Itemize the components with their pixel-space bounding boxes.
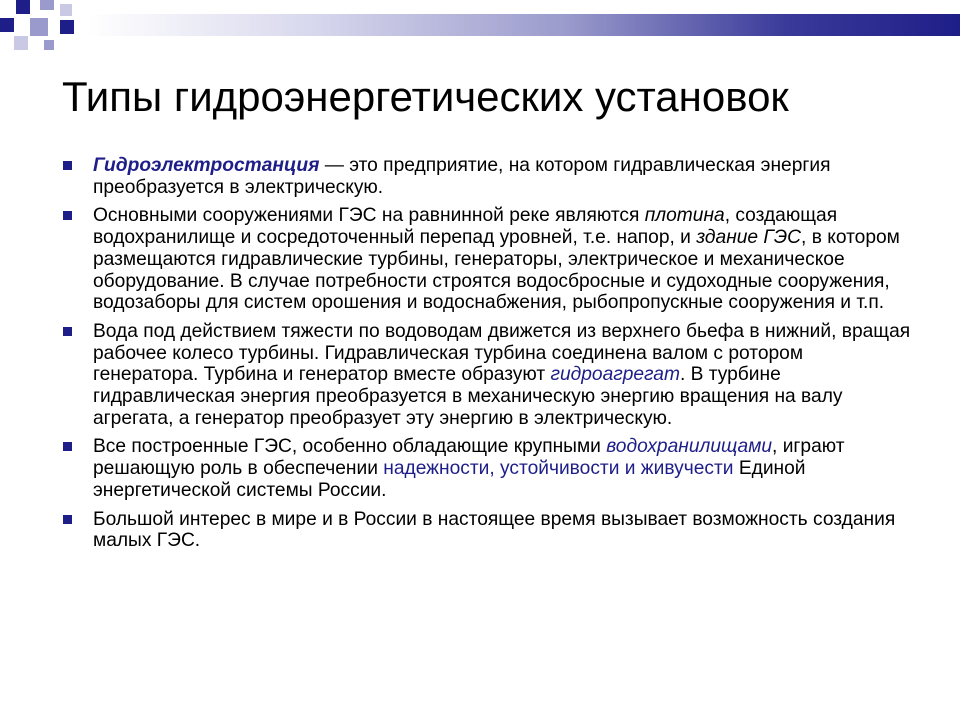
slide-title: Типы гидроэнергетических установок: [62, 73, 789, 120]
bullet-text: . В турбине гидравлическая энергия преобразуется в механическую энергию вращения на валу агрегата, а генератор преобразует эту энергию в электрическую.: [93, 364, 843, 429]
decor-square: [44, 40, 54, 50]
square-bullet-icon: [63, 327, 72, 336]
italic-term: здание ГЭС: [696, 227, 802, 249]
square-bullet-icon: [63, 442, 72, 451]
bullet-item: [62, 509, 912, 552]
square-bullet-icon: [63, 515, 72, 524]
bullet-text: , в котором размещаются гидравлические турбины, генераторы, электрическое и механическое оборудование. В случае потребности строятся водосбросные и судоходные сооружения, водозаборы для систем орошения и водоснабжения, рыбопропускные сооружения и т.п.: [93, 227, 900, 314]
header-gradient-bar: [88, 14, 960, 36]
italic-term: плотина: [644, 205, 725, 227]
bullet-list: [62, 155, 912, 559]
decor-square: [0, 18, 14, 32]
bullet-item: [62, 155, 912, 198]
square-bullet-icon: [63, 161, 72, 170]
decor-square: [30, 18, 48, 36]
term-highlight: водохранилищами: [606, 436, 773, 458]
bullet-text: , создающая водохранилище и сосредоточенный перепад уровней, т.е. напор, и: [93, 205, 838, 249]
bullet-text: Единой энергетической системы России.: [93, 458, 806, 501]
decor-square: [60, 20, 74, 34]
bullet-text: Большой интерес в мире и в России в настоящее время вызывает возможность создания малых ГЭС.: [93, 508, 896, 552]
bullet-text: Вода под действием тяжести по водоводам движется из верхнего бьефа в нижний, вращая рабочее колесо турбины. Гидравлическая турбина соединена валом с ротором генератора. Турбина и генератор вместе образуют: [93, 320, 911, 386]
header-decoration: [0, 0, 960, 60]
term-highlight: гидроагрегат: [550, 364, 680, 386]
bullet-text: , играют решающую роль в обеспечении: [93, 436, 845, 480]
bullet-item: [62, 436, 912, 501]
term-highlight: надежности, устойчивости и живучести: [383, 458, 734, 480]
square-bullet-icon: [63, 211, 72, 220]
decor-square: [60, 4, 72, 16]
decor-square: [40, 0, 54, 10]
bullet-item: [62, 205, 912, 314]
term-highlight: Гидроэлектростанция: [93, 155, 320, 176]
decor-square: [14, 36, 28, 50]
bullet-text: Все построенные ГЭС, особенно обладающие крупными: [93, 436, 607, 458]
bullet-text: — это предприятие, на котором гидравлическая энергия преобразуется в электрическую.: [93, 155, 831, 198]
bullet-text: Основными сооружениями ГЭС на равнинной реке являются: [93, 205, 645, 227]
decor-square: [16, 0, 30, 14]
bullet-item: [62, 321, 912, 430]
